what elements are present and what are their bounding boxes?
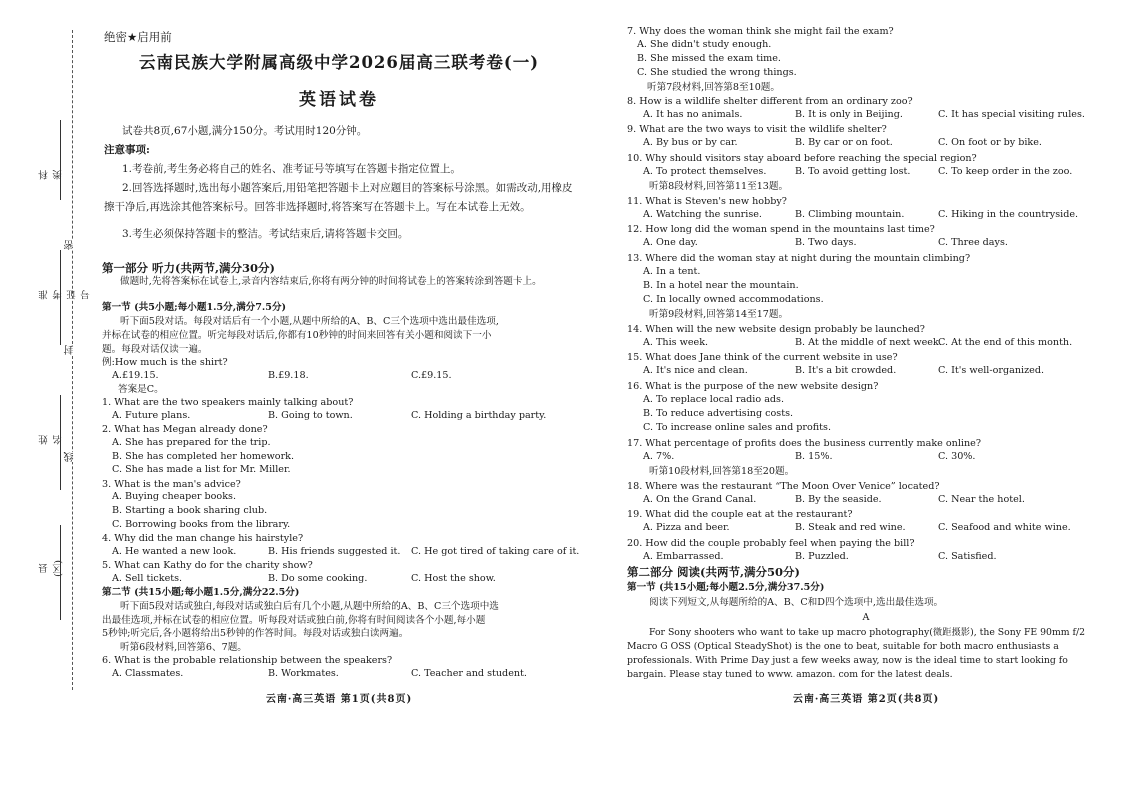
q13-option-b: B. In a hotel near the mountain. bbox=[643, 280, 799, 291]
q8-option-b: B. It is only in Beijing. bbox=[795, 109, 903, 120]
q1-option-c: C. Holding a birthday party. bbox=[411, 410, 547, 421]
part2-title: 第二部分 阅读(共两节,满分50分) bbox=[627, 565, 800, 579]
q16-option-a: A. To replace local radio ads. bbox=[643, 394, 785, 405]
q3-option-c: C. Borrowing books from the library. bbox=[112, 519, 291, 530]
q9-option-c: C. On foot or by bike. bbox=[938, 137, 1042, 148]
question-19: 19. What did the couple eat at the restaurant? bbox=[627, 509, 853, 520]
q4-option-c: C. He got tired of taking care of it. bbox=[411, 546, 580, 557]
q3-option-b: B. Starting a book sharing club. bbox=[112, 505, 268, 516]
q18-option-b: B. By the seaside. bbox=[795, 494, 882, 505]
q6-option-b: B. Workmates. bbox=[268, 668, 339, 679]
q19-option-b: B. Steak and red wine. bbox=[795, 522, 906, 533]
q20-option-c: C. Satisfied. bbox=[938, 551, 997, 562]
example-question: 例:How much is the shirt? bbox=[102, 357, 228, 368]
part1-intro: 做题时,先将答案标在试卷上,录音内容结束后,你将有两分钟的时间将试卷上的答案转涂到答题卡上。 bbox=[120, 276, 542, 287]
material-9: 听第9段材料,回答第14至17题。 bbox=[649, 309, 789, 320]
exam-subtitle: 英语试卷 bbox=[299, 90, 379, 110]
sec1-intro-b: 并标在试卷的相应位置。听完每段对话后,你都有10秒钟的时间来回答有关小题和阅读下一小 bbox=[102, 330, 492, 341]
q3-option-a: A. Buying cheaper books. bbox=[112, 491, 236, 502]
notice-3: 3.考生必须保持答题卡的整洁。考试结束后,请将答题卡交回。 bbox=[122, 228, 409, 240]
question-20: 20. How did the couple probably feel when paying the bill? bbox=[627, 538, 915, 549]
q16-option-b: B. To reduce advertising costs. bbox=[643, 408, 794, 419]
q11-option-c: C. Hiking in the countryside. bbox=[938, 209, 1079, 220]
q19-option-a: A. Pizza and beer. bbox=[643, 522, 730, 533]
q7-option-c: C. She studied the wrong things. bbox=[637, 67, 797, 78]
question-3: 3. What is the man's advice? bbox=[102, 479, 241, 490]
exam-title: 云南民族大学附属高级中学2026届高三联考卷(一) bbox=[138, 53, 540, 72]
example-option-a: A.£19.15. bbox=[112, 370, 159, 381]
q20-option-a: A. Embarrassed. bbox=[643, 551, 724, 562]
q7-option-b: B. She missed the exam time. bbox=[637, 53, 781, 64]
q20-option-b: B. Puzzled. bbox=[795, 551, 849, 562]
material-6: 听第6段材料,回答第6、7题。 bbox=[120, 642, 247, 653]
q13-option-c: C. In locally owned accommodations. bbox=[643, 294, 824, 305]
question-5: 5. What can Kathy do for the charity show? bbox=[102, 560, 313, 571]
sec2-intro-c: 5秒钟;听完后,各小题将给出5秒钟的作答时间。每段对话或独白读两遍。 bbox=[102, 628, 409, 639]
q4-option-a: A. He wanted a new look. bbox=[112, 546, 237, 557]
page-2-footer: 云南·高三英语 第2页(共8页) bbox=[792, 694, 940, 705]
seal-mark-xian: 线 bbox=[65, 452, 76, 462]
question-2: 2. What has Megan already done? bbox=[102, 424, 268, 435]
question-10: 10. Why should visitors stay aboard before reaching the special region? bbox=[627, 153, 977, 164]
sec1-intro-c: 题。每段对话仅读一遍。 bbox=[102, 344, 208, 355]
q14-option-b: B. At the middle of next week. bbox=[795, 337, 942, 348]
q12-option-c: C. Three days. bbox=[938, 237, 1008, 248]
question-17: 17. What percentage of profits does the business currently make online? bbox=[627, 438, 981, 449]
question-8: 8. How is a wildlife shelter different from an ordinary zoo? bbox=[627, 96, 913, 107]
example-option-c: C.£9.15. bbox=[411, 370, 452, 381]
q15-option-b: B. It's a bit crowded. bbox=[795, 365, 897, 376]
part1-title: 第一部分 听力(共两节,满分30分) bbox=[102, 261, 275, 275]
question-15: 15. What does Jane think of the current website in use? bbox=[627, 352, 898, 363]
part1-sec1-title: 第一节 (共5小题;每小题1.5分,满分7.5分) bbox=[102, 302, 287, 313]
sec2-intro-b: 出最佳选项,并标在试卷的相应位置。听每段对话或独白前,你将有时间阅读各个小题,每小题 bbox=[102, 615, 486, 626]
question-1: 1. What are the two speakers mainly talking about? bbox=[102, 397, 354, 408]
q6-option-a: A. Classmates. bbox=[112, 668, 184, 679]
q8-option-a: A. It has no animals. bbox=[643, 109, 743, 120]
q5-option-c: C. Host the show. bbox=[411, 573, 496, 584]
q4-option-b: B. His friends suggested it. bbox=[268, 546, 401, 557]
q18-option-c: C. Near the hotel. bbox=[938, 494, 1025, 505]
q9-option-a: A. By bus or by car. bbox=[643, 137, 738, 148]
passage-a-letter: A bbox=[862, 612, 870, 623]
q17-option-a: A. 7%. bbox=[643, 451, 675, 462]
part1-sec2-title: 第二节 (共15小题;每小题1.5分,满分22.5分) bbox=[102, 587, 300, 598]
passage-line-4: bargain. Please stay tuned to www. amazon. com for the latest deals. bbox=[627, 669, 953, 680]
question-18: 18. Where was the restaurant “The Moon Over Venice” located? bbox=[627, 481, 940, 492]
passage-line-3: professionals. With Prime Day just a few weeks away, now is the ideal time to start looking fo bbox=[627, 655, 1068, 666]
question-14: 14. When will the new website design probably be launched? bbox=[627, 324, 925, 335]
q15-option-c: C. It's well-organized. bbox=[938, 365, 1045, 376]
notice-1: 1.考卷前,考生务必将自己的姓名、准考证号等填写在答题卡指定位置上。 bbox=[122, 163, 461, 175]
question-11: 11. What is Steven's new hobby? bbox=[627, 196, 787, 207]
example-option-b: B.£9.18. bbox=[268, 370, 309, 381]
sec1-intro-a: 听下面5段对话。每段对话后有一个小题,从题中所给的A、B、C三个选项中选出最佳选项, bbox=[120, 316, 499, 327]
q14-option-a: A. This week. bbox=[643, 337, 709, 348]
material-8: 听第8段材料,回答第11至13题。 bbox=[649, 181, 789, 192]
q12-option-a: A. One day. bbox=[643, 237, 698, 248]
notice-2: 2.回答选择题时,选出每小题答案后,用铅笔把答题卡上对应题目的答案标号涂黑。如需改动,用橡皮擦干净后,再选涂其他答案标号。回答非选择题时,将答案写在答题卡上。写在本试卷上无效。 bbox=[104, 182, 573, 213]
question-12: 12. How long did the woman spend in the mountains last time? bbox=[627, 224, 935, 235]
q2-option-c: C. She has made a list for Mr. Miller. bbox=[112, 464, 291, 475]
material-7: 听第7段材料,回答第8至10题。 bbox=[647, 82, 780, 93]
page-1-footer: 云南·高三英语 第1页(共8页) bbox=[265, 694, 413, 705]
part2-sec1-title: 第一节 (共15小题;每小题2.5分,满分37.5分) bbox=[627, 582, 825, 593]
q17-option-c: C. 30%. bbox=[938, 451, 976, 462]
q5-option-a: A. Sell tickets. bbox=[112, 573, 183, 584]
q10-option-c: C. To keep order in the zoo. bbox=[938, 166, 1073, 177]
passage-line-1: For Sony shooters who want to take up macro photography(微距摄影), the Sony FE 90mm f/2 bbox=[649, 627, 1086, 638]
q2-option-b: B. She has completed her homework. bbox=[112, 451, 295, 462]
q2-option-a: A. She has prepared for the trip. bbox=[112, 437, 271, 448]
q1-option-a: A. Future plans. bbox=[112, 410, 191, 421]
question-6: 6. What is the probable relationship between the speakers? bbox=[102, 655, 393, 666]
q14-option-c: C. At the end of this month. bbox=[938, 337, 1073, 348]
q10-option-b: B. To avoid getting lost. bbox=[795, 166, 911, 177]
q1-option-b: B. Going to town. bbox=[268, 410, 353, 421]
seal-line bbox=[72, 30, 73, 690]
confidential-label: 绝密★启用前 bbox=[104, 30, 172, 44]
q8-option-c: C. It has special visiting rules. bbox=[938, 109, 1085, 120]
sec2-intro-a: 听下面5段对话或独白,每段对话或独白后有几个小题,从题中所给的A、B、C三个选项中选 bbox=[120, 601, 499, 612]
binding-strip: 科类 准考证号 姓名 县(区) 密 封 线 bbox=[0, 0, 92, 794]
question-13: 13. Where did the woman stay at night during the mountain climbing? bbox=[627, 253, 971, 264]
seal-mark-mi: 密 bbox=[65, 240, 76, 250]
example-answer: 答案是C。 bbox=[118, 384, 164, 395]
q9-option-b: B. By car or on foot. bbox=[795, 137, 893, 148]
q15-option-a: A. It's nice and clean. bbox=[643, 365, 748, 376]
q10-option-a: A. To protect themselves. bbox=[643, 166, 767, 177]
q19-option-c: C. Seafood and white wine. bbox=[938, 522, 1071, 533]
q16-option-c: C. To increase online sales and profits. bbox=[643, 422, 832, 433]
part2-sec1-intro: 阅读下列短文,从每题所给的A、B、C和D四个选项中,选出最佳选项。 bbox=[649, 597, 944, 608]
q12-option-b: B. Two days. bbox=[795, 237, 857, 248]
q7-option-a: A. She didn't study enough. bbox=[637, 39, 772, 50]
q17-option-b: B. 15%. bbox=[795, 451, 833, 462]
q13-option-a: A. In a tent. bbox=[643, 266, 701, 277]
exam-info: 试卷共8页,67小题,满分150分。考试用时120分钟。 bbox=[122, 125, 368, 137]
question-9: 9. What are the two ways to visit the wildlife shelter? bbox=[627, 124, 887, 135]
q11-option-a: A. Watching the sunrise. bbox=[643, 209, 762, 220]
exam-page-1 bbox=[98, 0, 580, 794]
notice-title: 注意事项: bbox=[104, 144, 150, 156]
q6-option-c: C. Teacher and student. bbox=[411, 668, 527, 679]
q18-option-a: A. On the Grand Canal. bbox=[643, 494, 757, 505]
question-7: 7. Why does the woman think she might fail the exam? bbox=[627, 26, 894, 37]
q5-option-b: B. Do some cooking. bbox=[268, 573, 368, 584]
question-16: 16. What is the purpose of the new website design? bbox=[627, 381, 879, 392]
passage-line-2: Macro G OSS (Optical SteadyShot) is the one to beat, suitable for both macro enthusiasts a bbox=[627, 641, 1059, 652]
q11-option-b: B. Climbing mountain. bbox=[795, 209, 905, 220]
question-4: 4. Why did the man change his hairstyle? bbox=[102, 533, 304, 544]
material-10: 听第10段材料,回答第18至20题。 bbox=[649, 466, 795, 477]
exam-page-2 bbox=[625, 0, 1107, 794]
seal-mark-feng: 封 bbox=[65, 345, 76, 355]
